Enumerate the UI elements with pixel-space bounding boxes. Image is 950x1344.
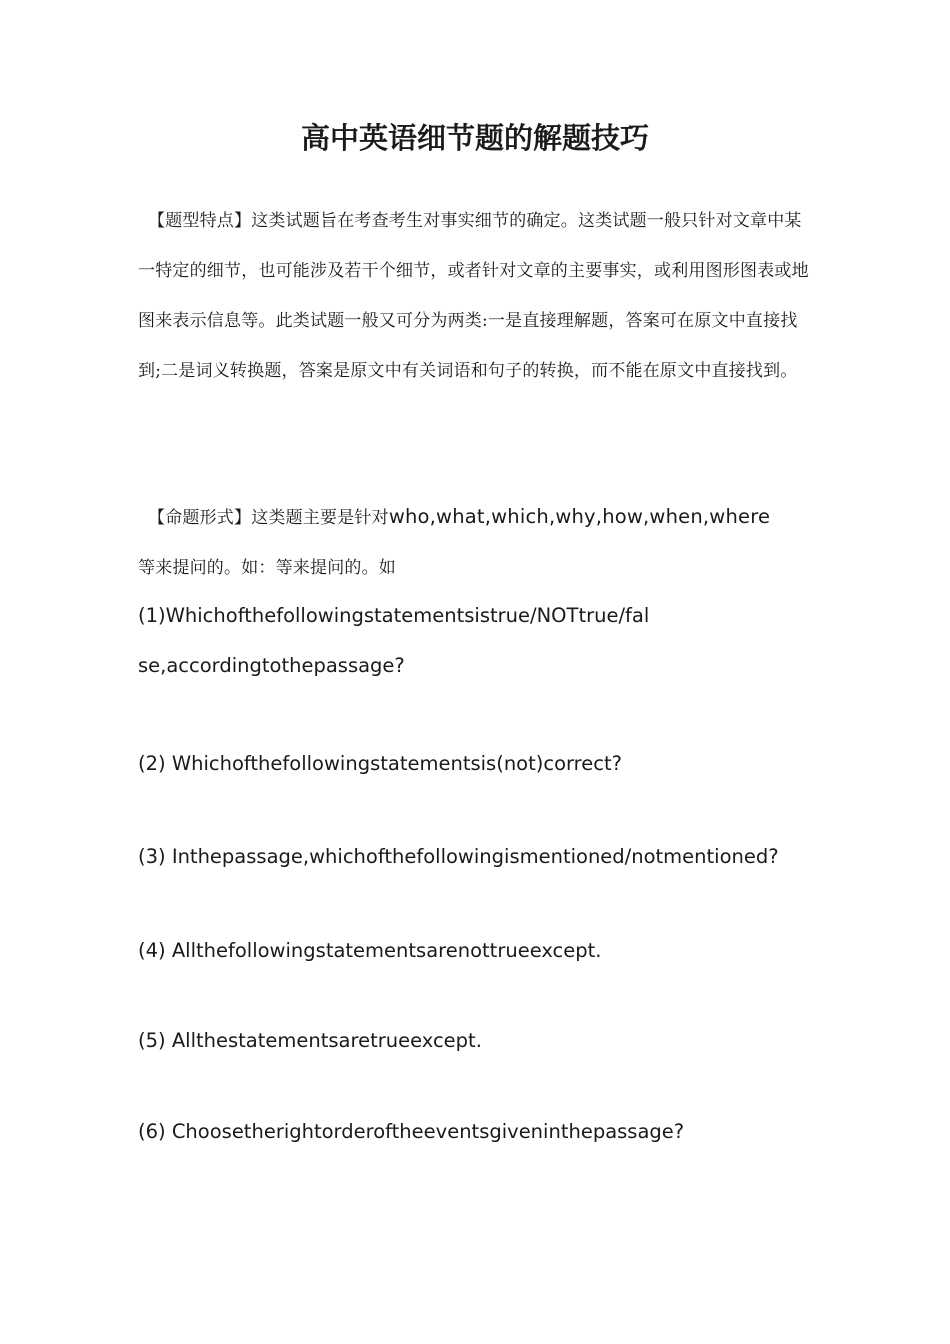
- forms-suffix: 等来提问的。如：等来提问的。如: [138, 558, 396, 578]
- page-title: 高中英语细节题的解题技巧: [300, 121, 649, 155]
- question-example-6: (6) Choosetherightorderoftheeventsgiveninthepassage?: [138, 1120, 685, 1143]
- question-forms-paragraph: [138, 492, 810, 593]
- question-example-2: (2) Whichofthefollowingstatementsis(not)correct?: [138, 752, 622, 775]
- forms-prefix: 【命题形式】这类题主要是针对: [148, 508, 389, 528]
- question-example-5: (5) Allthestatementsaretrueexcept.: [138, 1029, 482, 1052]
- question-example-4: (4) Allthefollowingstatementsarenottrueexcept.: [138, 939, 602, 962]
- question-example-1: (1)Whichofthefollowingstatementsistrue/NOTtrue/false,accordingtothepassage?: [138, 604, 650, 677]
- forms-wh-words: who,what,which,why,how,when,where: [388, 505, 771, 528]
- question-example-3: (3) Inthepassage,whichofthefollowingismentioned/notmentioned?: [138, 845, 779, 868]
- question-features-paragraph: 【题型特点】这类试题旨在考查考生对事实细节的确定。这类试题一般只针对文章中某一特定的细节，也可能涉及若干个细节，或者针对文章的主要事实，或利用图形图表或地图来表示信息等。此类试题一般又可分为两类:一是直接理解题，答案可在原文中直接找到;二是词义转换题，答案是原文中有关词语和句子的转换，而不能在原文中直接找到。: [138, 211, 809, 381]
